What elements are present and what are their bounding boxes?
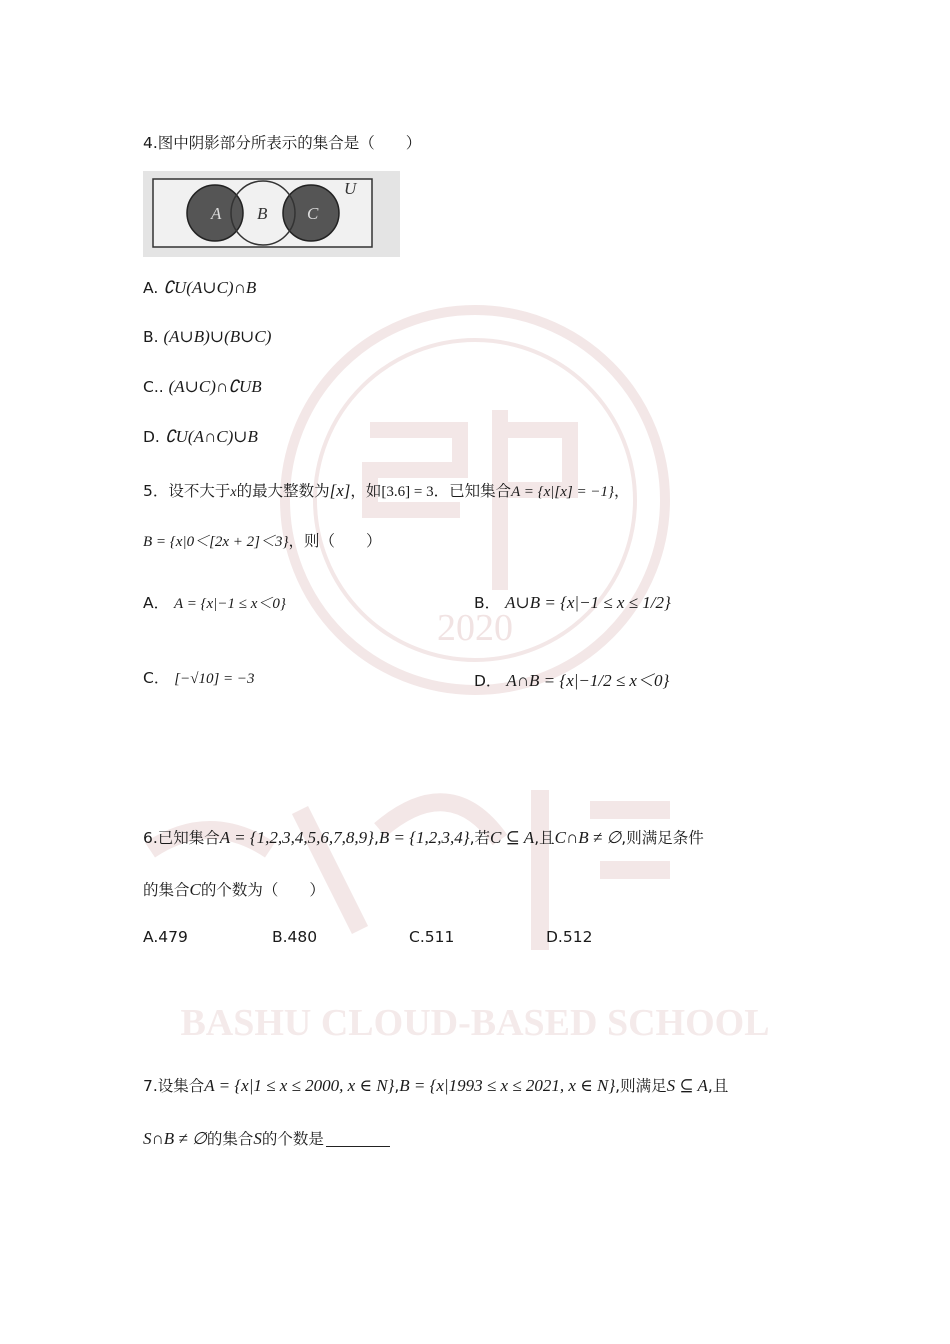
venn-label-A: A — [211, 204, 222, 223]
q4-option-b — [143, 327, 271, 347]
q7-stem-b: ,则满足 — [615, 1077, 667, 1095]
q5-option-b — [474, 591, 671, 613]
option-key: B． — [474, 594, 501, 612]
venn-label-B: B — [257, 204, 268, 223]
option-math: [−√10] = −3 — [174, 671, 255, 687]
q7-stem-d: 的集合 — [206, 1130, 254, 1148]
q6-cond1: C ⊆ A — [490, 828, 535, 847]
q5-stem-example: [3.6] = 3 — [381, 484, 434, 500]
q4-option-a — [143, 278, 256, 298]
q7-stem-e: 的个数是 — [261, 1130, 324, 1148]
option-math: (A∪C)∩∁UB — [168, 377, 262, 396]
q6-stem-e: 的集合 — [143, 881, 190, 899]
venn-label-U: U — [344, 179, 357, 198]
q5-set-b: B = {x|0＜[2x + 2]＜3} — [143, 534, 289, 550]
option-math: (A∪B)∪(B∪C) — [163, 327, 272, 346]
q6-stem-b: ,若 — [469, 829, 491, 847]
option-math: ∁U(A∪C)∩B — [163, 278, 257, 297]
q5-stem-f: ，则（ ） — [288, 532, 382, 550]
venn-label-C: C — [307, 204, 319, 223]
option-key: D. — [143, 428, 160, 446]
q7-stem-a: 7.设集合 — [143, 1077, 205, 1095]
q6-option-c: C.511 — [409, 928, 455, 946]
q6-set-a: A = {1,2,3,4,5,6,7,8,9} — [219, 828, 374, 847]
q5-option-a — [143, 591, 286, 613]
option-math: ∁U(A∩C)∪B — [164, 427, 258, 446]
q6-option-b: B.480 — [272, 928, 318, 946]
q4-stem: 4.图中阴影部分所表示的集合是（ ） — [143, 134, 422, 152]
q7-stem — [143, 1074, 728, 1096]
q7-sep: , — [394, 1077, 400, 1095]
q7-stem-S: S — [253, 1129, 262, 1148]
q5-stem-x: x — [230, 485, 237, 500]
q6-stem — [143, 826, 704, 848]
q6-stem-f: 的个数为（ ） — [200, 881, 325, 899]
q4-option-d — [143, 427, 258, 447]
q7-set-a: A = {x|1 ≤ x ≤ 2000, x ∈ N} — [204, 1076, 395, 1095]
watermark-text: BASHU CLOUD-BASED SCHOOL — [180, 1002, 770, 1044]
option-math: A = {x|−1 ≤ x＜0} — [174, 596, 286, 612]
q5-stem-bracket: [x] — [329, 481, 351, 500]
q7-stem-c: ,且 — [707, 1077, 729, 1095]
q5-stem-e: ， — [614, 482, 630, 500]
q6-stem-line2 — [143, 878, 325, 900]
option-key: B. — [143, 328, 159, 346]
option-key: C． — [143, 669, 170, 687]
q6-stem-C: C — [189, 880, 201, 899]
q5-option-c — [143, 666, 255, 688]
q5-stem-c: ，如 — [350, 482, 382, 500]
q5-stem-d: ．已知集合 — [433, 482, 512, 500]
q5-option-d — [474, 666, 669, 691]
q6-option-a: A.479 — [143, 928, 188, 946]
q5-stem-b: 的最大整数为 — [236, 482, 330, 500]
q6-sep: , — [373, 829, 379, 847]
venn-diagram — [143, 171, 400, 257]
answer-blank[interactable] — [326, 1130, 390, 1147]
option-key: D． — [474, 672, 502, 690]
q7-cond2: S∩B ≠ ∅ — [143, 1129, 207, 1148]
q6-option-d: D.512 — [546, 928, 593, 946]
q5-stem-line2 — [143, 529, 382, 551]
q5-stem — [143, 479, 630, 501]
q7-cond1: S ⊆ A — [666, 1076, 708, 1095]
option-math: A∪B = {x|−1 ≤ x ≤ 1/2} — [505, 593, 671, 612]
option-key: C.. — [143, 378, 164, 396]
option-math: A∩B = {x|−1/2 ≤ x＜0} — [506, 671, 670, 690]
watermark-year: 2020 — [437, 607, 513, 649]
q6-stem-c: ,且 — [534, 829, 555, 847]
q4-option-c — [143, 377, 262, 397]
option-key: A． — [143, 594, 170, 612]
q7-stem-line2 — [143, 1127, 390, 1149]
q6-stem-d: ,则满足条件 — [621, 829, 704, 847]
q5-set-a: A = {x|[x] = −1} — [511, 484, 614, 500]
q6-cond2: C∩B ≠ ∅ — [554, 828, 622, 847]
q5-stem-a: 5．设不大于 — [143, 482, 231, 500]
q6-stem-a: 6.已知集合 — [143, 829, 220, 847]
option-key: A. — [143, 279, 159, 297]
q6-set-b: B = {1,2,3,4} — [378, 828, 470, 847]
q7-set-b: B = {x|1993 ≤ x ≤ 2021, x ∈ N} — [399, 1076, 616, 1095]
